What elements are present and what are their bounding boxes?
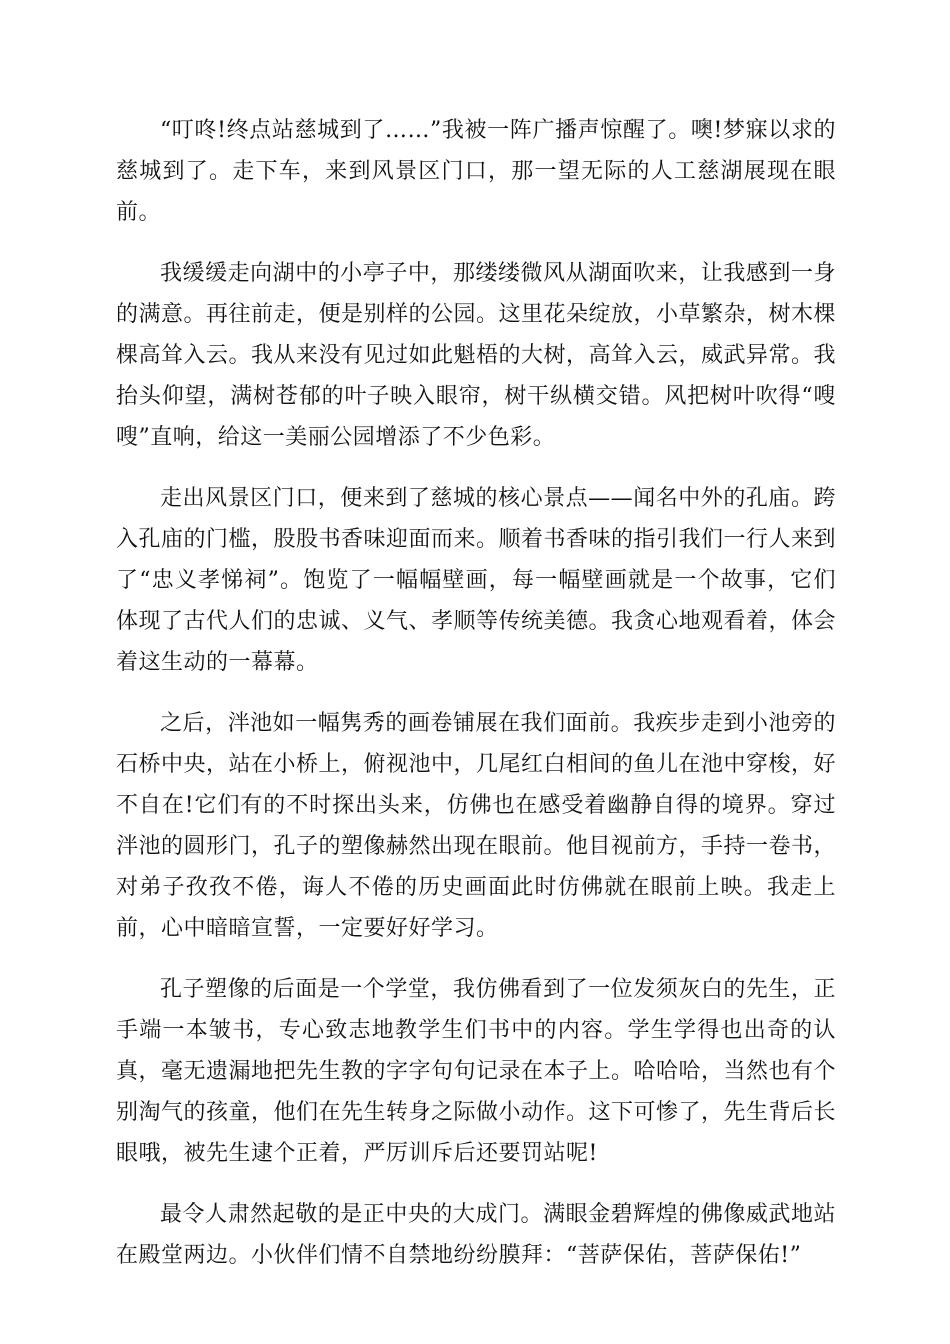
- paragraph-4: 之后，泮池如一幅隽秀的画卷铺展在我们面前。我疾步走到小池旁的石桥中央，站在小桥上，俯视池中，几尾红白相间的鱼儿在池中穿梭，好不自在!它们有的不时探出头来，仿佛也在感受着幽静自得的境界。穿过泮池的圆形门，孔子的塑像赫然出现在眼前。他目视前方，手持一卷书，对弟子孜孜不倦，诲人不倦的历史画面此时仿佛就在眼前上映。我走上前，心中暗暗宣誓，一定要好好学习。: [116, 711, 837, 941]
- essay-body: [116, 110, 836, 1296]
- paragraph-3: 走出风景区门口，便来到了慈城的核心景点——闻名中外的孔庙。跨入孔庙的门槛，股股书香味迎面而来。顺着书香味的指引我们一行人来到了“忠义孝悌祠”。饱览了一幅幅壁画，每一幅壁画就是一个故事，它们体现了古代人们的忠诚、义气、孝顺等传统美德。我贪心地观看着，体会着这生动的一幕幕。: [116, 486, 837, 675]
- paragraph-1: “叮咚!终点站慈城到了……”我被一阵广播声惊醒了。噢!梦寐以求的慈城到了。走下车，来到风景区门口，那一望无际的人工慈湖展现在眼前。: [116, 118, 836, 225]
- paragraph-5: 孔子塑像的后面是一个学堂，我仿佛看到了一位发须灰白的先生，正手端一本皱书，专心致志地教学生们书中的内容。学生学得也出奇的认真，毫无遗漏地把先生教的字字句句记录在本子上。哈哈哈，当然也有个别淘气的孩童，他们在先生转身之际做小动作。这下可惨了，先生背后长眼哦，被先生逮个正着，严厉训斥后还要罚站呢!: [116, 977, 837, 1166]
- paragraph-2: 我缓缓走向湖中的小亭子中，那缕缕微风从湖面吹来，让我感到一身的满意。再往前走，便是别样的公园。这里花朵绽放，小草繁杂，树木棵棵高耸入云。我从来没有见过如此魁梧的大树，高耸入云，威武异常。我抬头仰望，满树苍郁的叶子映入眼帘，树干纵横交错。风把树叶吹得“嗖嗖”直响，给这一美丽公园增添了不少色彩。: [116, 261, 837, 450]
- paragraph-6: 最令人肃然起敬的是正中央的大成门。满眼金碧辉煌的佛像威武地站在殿堂两边。小伙伴们情不自禁地纷纷膜拜：“菩萨保佑，菩萨保佑!”: [116, 1202, 836, 1268]
